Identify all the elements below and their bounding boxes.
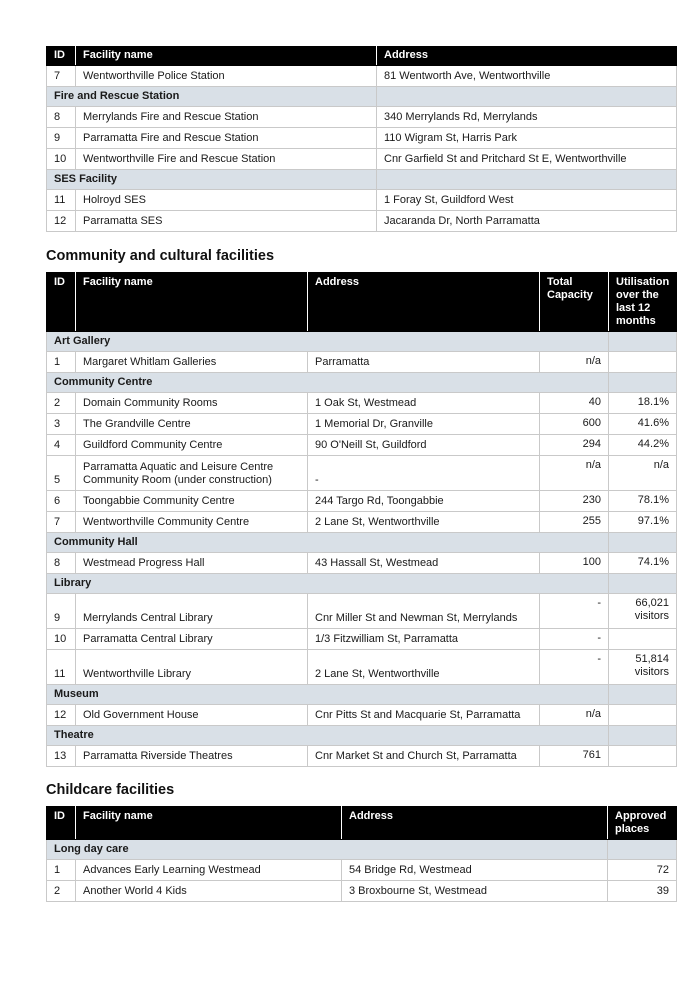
cell-address: Cnr Market St and Church St, Parramatta [308, 746, 540, 767]
cell-utilisation: 18.1% [609, 393, 677, 414]
cell-capacity: 40 [540, 393, 609, 414]
category-label: Community Centre [47, 373, 609, 393]
cell-name: Wentworthville Community Centre [76, 512, 308, 533]
cell-name: Parramatta Fire and Rescue Station [76, 128, 377, 149]
cell-address: - [308, 456, 540, 491]
cell-id: 11 [47, 190, 76, 211]
table-row [47, 650, 677, 685]
table-row [47, 512, 677, 533]
cell-name: Parramatta Central Library [76, 629, 308, 650]
table-row [47, 860, 677, 881]
emergency-facilities-table [46, 46, 677, 232]
cell-id: 9 [47, 594, 76, 629]
table-row [47, 553, 677, 574]
cell-id: 10 [47, 149, 76, 170]
cell-address: 2 Lane St, Wentworthville [308, 650, 540, 685]
cell-utilisation: 41.6% [609, 414, 677, 435]
table-row [47, 149, 677, 170]
cell-id: 12 [47, 705, 76, 726]
table-row [47, 629, 677, 650]
category-row [47, 332, 677, 352]
cell-address: 43 Hassall St, Westmead [308, 553, 540, 574]
cell-name: Toongabbie Community Centre [76, 491, 308, 512]
table-row [47, 435, 677, 456]
table-row [47, 746, 677, 767]
cell-id: 1 [47, 860, 76, 881]
cell-name: Domain Community Rooms [76, 393, 308, 414]
cell-capacity: 100 [540, 553, 609, 574]
cell-address: 244 Targo Rd, Toongabbie [308, 491, 540, 512]
column-header-utilisation: Utilisation over the last 12 months [609, 273, 677, 332]
table-header-row [47, 807, 677, 840]
cell-id: 10 [47, 629, 76, 650]
cell-address: 110 Wigram St, Harris Park [377, 128, 677, 149]
community-facilities-table [46, 272, 677, 767]
cell-address: 2 Lane St, Wentworthville [308, 512, 540, 533]
table-row [47, 456, 677, 491]
cell-name: Margaret Whitlam Galleries [76, 352, 308, 373]
category-row [47, 840, 677, 860]
category-spacer-cell [609, 726, 677, 746]
table-row [47, 66, 677, 87]
cell-utilisation [609, 746, 677, 767]
category-row [47, 373, 677, 393]
column-header-address: Address [377, 47, 677, 66]
cell-id: 2 [47, 393, 76, 414]
cell-address: Parramatta [308, 352, 540, 373]
cell-capacity: 761 [540, 746, 609, 767]
cell-capacity: n/a [540, 456, 609, 491]
cell-capacity: n/a [540, 352, 609, 373]
cell-address: 3 Broxbourne St, Westmead [342, 881, 608, 902]
cell-utilisation: 97.1% [609, 512, 677, 533]
category-row [47, 170, 677, 190]
community-section-heading: Community and cultural facilities [46, 248, 275, 264]
cell-name: Parramatta Riverside Theatres [76, 746, 308, 767]
table-row [47, 414, 677, 435]
category-spacer-cell [609, 533, 677, 553]
cell-name: Wentworthville Police Station [76, 66, 377, 87]
cell-id: 12 [47, 211, 76, 232]
table-row [47, 352, 677, 373]
cell-id: 7 [47, 512, 76, 533]
table-row [47, 107, 677, 128]
table-row [47, 705, 677, 726]
column-header-total-capacity: Total Capacity [540, 273, 609, 332]
cell-utilisation [609, 629, 677, 650]
column-header-approved-places: Approved places [608, 807, 677, 840]
document-page [46, 46, 676, 902]
cell-address: 1 Memorial Dr, Granville [308, 414, 540, 435]
column-header-id: ID [47, 47, 76, 66]
column-header-id: ID [47, 807, 76, 840]
column-header-address: Address [308, 273, 540, 332]
cell-id: 13 [47, 746, 76, 767]
category-label: Library [47, 574, 609, 594]
column-header-facility-name: Facility name [76, 47, 377, 66]
cell-capacity: - [540, 629, 609, 650]
cell-name: Guildford Community Centre [76, 435, 308, 456]
cell-address: Cnr Miller St and Newman St, Merrylands [308, 594, 540, 629]
cell-id: 4 [47, 435, 76, 456]
category-label: Theatre [47, 726, 609, 746]
cell-capacity: 600 [540, 414, 609, 435]
table-header-row [47, 47, 677, 66]
cell-id: 6 [47, 491, 76, 512]
cell-utilisation [609, 705, 677, 726]
cell-address: 1 Foray St, Guildford West [377, 190, 677, 211]
cell-utilisation: 66,021 visitors [609, 594, 677, 629]
category-row [47, 574, 677, 594]
column-header-facility-name: Facility name [76, 807, 342, 840]
category-spacer-cell [609, 685, 677, 705]
cell-id: 2 [47, 881, 76, 902]
cell-name: Wentworthville Fire and Rescue Station [76, 149, 377, 170]
cell-id: 7 [47, 66, 76, 87]
category-label: Community Hall [47, 533, 609, 553]
cell-address: Cnr Pitts St and Macquarie St, Parramatta [308, 705, 540, 726]
cell-places: 72 [608, 860, 677, 881]
cell-id: 5 [47, 456, 76, 491]
category-label: Museum [47, 685, 609, 705]
cell-id: 8 [47, 553, 76, 574]
table-row [47, 881, 677, 902]
cell-address: 340 Merrylands Rd, Merrylands [377, 107, 677, 128]
cell-capacity: 230 [540, 491, 609, 512]
category-label: SES Facility [47, 170, 377, 190]
cell-address: Cnr Garfield St and Pritchard St E, Wentworthville [377, 149, 677, 170]
category-spacer-cell [609, 373, 677, 393]
cell-utilisation: 51,814 visitors [609, 650, 677, 685]
column-header-id: ID [47, 273, 76, 332]
cell-name: Advances Early Learning Westmead [76, 860, 342, 881]
table-row [47, 393, 677, 414]
cell-address: Jacaranda Dr, North Parramatta [377, 211, 677, 232]
category-row [47, 685, 677, 705]
cell-name: Another World 4 Kids [76, 881, 342, 902]
cell-address: 90 O'Neill St, Guildford [308, 435, 540, 456]
table-row [47, 128, 677, 149]
cell-name: Merrylands Fire and Rescue Station [76, 107, 377, 128]
category-row [47, 533, 677, 553]
category-label: Long day care [47, 840, 608, 860]
cell-name: Wentworthville Library [76, 650, 308, 685]
category-spacer-cell [377, 170, 677, 190]
cell-utilisation [609, 352, 677, 373]
cell-id: 3 [47, 414, 76, 435]
column-header-facility-name: Facility name [76, 273, 308, 332]
cell-name: Holroyd SES [76, 190, 377, 211]
cell-id: 9 [47, 128, 76, 149]
cell-address: 81 Wentworth Ave, Wentworthville [377, 66, 677, 87]
cell-utilisation: 74.1% [609, 553, 677, 574]
category-label: Fire and Rescue Station [47, 87, 377, 107]
cell-capacity: - [540, 650, 609, 685]
cell-capacity: n/a [540, 705, 609, 726]
cell-capacity: 294 [540, 435, 609, 456]
cell-capacity: - [540, 594, 609, 629]
cell-name: Old Government House [76, 705, 308, 726]
table-row [47, 594, 677, 629]
column-header-address: Address [342, 807, 608, 840]
table-row [47, 491, 677, 512]
cell-id: 1 [47, 352, 76, 373]
category-spacer-cell [609, 332, 677, 352]
cell-address: 1 Oak St, Westmead [308, 393, 540, 414]
cell-name: Parramatta Aquatic and Leisure Centre Community Room (under construction) [76, 456, 308, 491]
childcare-facilities-table [46, 806, 677, 902]
cell-name: The Grandville Centre [76, 414, 308, 435]
cell-name: Parramatta SES [76, 211, 377, 232]
category-spacer-cell [609, 574, 677, 594]
category-spacer-cell [377, 87, 677, 107]
childcare-section-heading: Childcare facilities [46, 782, 175, 798]
cell-id: 11 [47, 650, 76, 685]
cell-utilisation: 44.2% [609, 435, 677, 456]
cell-address: 54 Bridge Rd, Westmead [342, 860, 608, 881]
category-spacer-cell [608, 840, 677, 860]
cell-name: Merrylands Central Library [76, 594, 308, 629]
category-label: Art Gallery [47, 332, 609, 352]
category-row [47, 726, 677, 746]
category-row [47, 87, 677, 107]
table-row [47, 211, 677, 232]
cell-name: Westmead Progress Hall [76, 553, 308, 574]
cell-utilisation: 78.1% [609, 491, 677, 512]
cell-utilisation: n/a [609, 456, 677, 491]
cell-address: 1/3 Fitzwilliam St, Parramatta [308, 629, 540, 650]
table-header-row [47, 273, 677, 332]
cell-places: 39 [608, 881, 677, 902]
table-row [47, 190, 677, 211]
cell-id: 8 [47, 107, 76, 128]
cell-capacity: 255 [540, 512, 609, 533]
